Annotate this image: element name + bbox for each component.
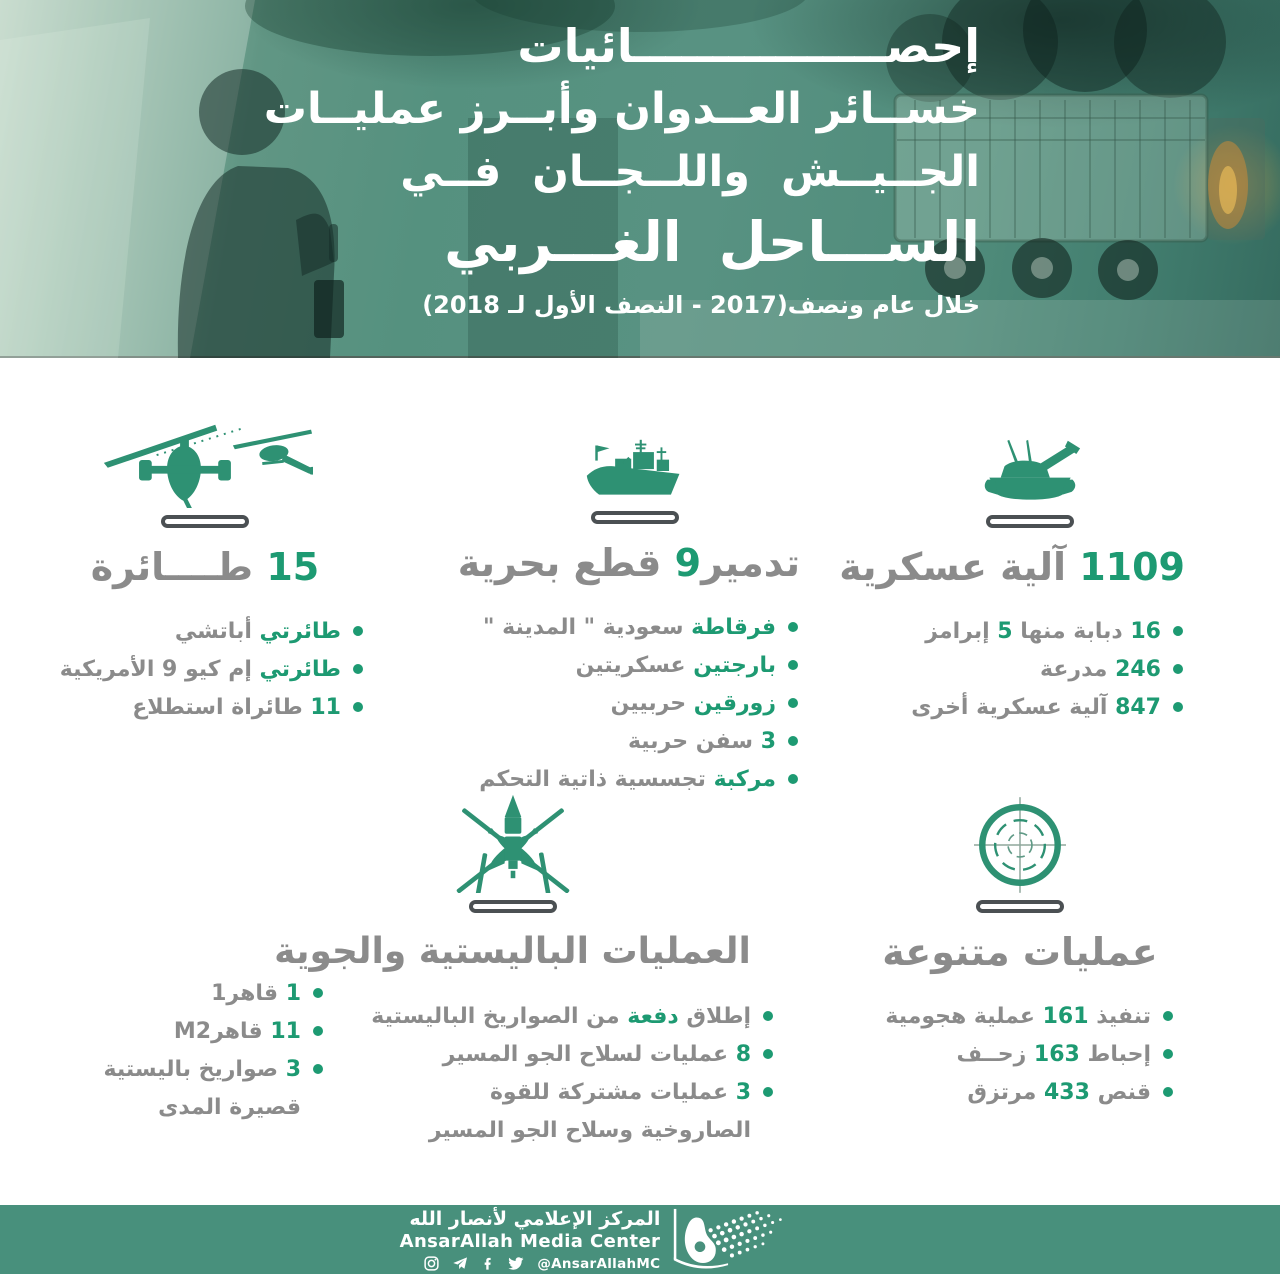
navy-title: تدمير9 قطع بحرية <box>457 541 800 585</box>
list-item: إحباط 163 زحــف <box>865 1036 1175 1074</box>
ballistic-bullet-list <box>250 998 775 1150</box>
list-item: تنفيذ 161 عملية هجومية <box>865 998 1175 1036</box>
list-item: إطلاق دفعة من الصواريخ الباليستية <box>250 998 775 1036</box>
list-item: طائرتي إم كيو 9 الأمريكية <box>45 651 365 689</box>
footer-text-block <box>400 1208 661 1272</box>
aircraft-bullet-list <box>45 613 365 727</box>
icon-base-pill <box>986 515 1074 528</box>
twitter-icon <box>508 1257 524 1271</box>
section-vehicles <box>839 408 1185 727</box>
list-item: 8 عمليات لسلاح الجو المسير <box>250 1036 775 1074</box>
list-item: 1 قاهر1 <box>80 975 325 1013</box>
media-center-logo <box>670 1207 790 1273</box>
header-title-block <box>264 14 980 322</box>
misc-bullet-list <box>865 998 1175 1112</box>
section-aircraft <box>45 408 365 727</box>
ballistic-side-list <box>80 975 325 1127</box>
vehicles-bullet-list <box>875 613 1185 727</box>
list-item: قنص 433 مرتزق <box>865 1074 1175 1112</box>
footer <box>0 1205 1280 1274</box>
list-item: مركبة تجسسية ذاتية التحكم <box>470 761 800 799</box>
list-item: 11 طائراة استطلاع <box>45 689 365 727</box>
list-item: 3 سفن حربية <box>470 723 800 761</box>
instagram-icon <box>424 1256 439 1271</box>
helicopter-icon <box>45 408 365 508</box>
tank-icon <box>875 408 1185 508</box>
misc-title: عمليات متنوعة <box>882 930 1158 974</box>
list-item: 847 آلية عسكرية أخرى <box>875 689 1185 727</box>
footer-inner <box>0 1205 1235 1274</box>
footer-social-row <box>400 1256 661 1272</box>
missile-icon <box>250 793 775 893</box>
list-item: زورقين حربيين <box>470 685 800 723</box>
list-item: 246 مدرعة <box>875 651 1185 689</box>
aircraft-title: 15 طــــائرة <box>90 545 320 589</box>
ship-icon <box>470 404 800 504</box>
footer-english-title: AnsarAllah Media Center <box>399 1230 661 1252</box>
list-item: 3 عمليات مشتركة للقوة الصاروخية وسلاح الجو المسير <box>250 1074 775 1150</box>
section-ballistic <box>250 793 775 1150</box>
target-icon <box>865 793 1175 893</box>
ballistic-title: العمليات الباليستية والجوية <box>274 931 751 972</box>
facebook-icon <box>481 1256 495 1271</box>
list-item: بارجتين عسكريتين <box>470 647 800 685</box>
section-misc <box>865 793 1175 1112</box>
icon-base-pill <box>469 900 557 913</box>
list-item: طائرتي أباتشي <box>45 613 365 651</box>
social-handle: @AnsarAllahMC <box>537 1255 661 1272</box>
header-title-line-2: خســائر العــدوان وأبــرز عمليــات <box>263 84 980 134</box>
list-item: 11 قاهرM2 <box>80 1013 325 1051</box>
list-item: 3 صواريخ باليستية قصيرة المدى <box>80 1051 325 1127</box>
footer-arabic-title: المركز الإعلامي لأنصار الله <box>409 1207 661 1230</box>
icon-base-pill <box>976 900 1064 913</box>
ballistic-side-bullet-list <box>80 975 325 1127</box>
list-item: فرقاطة سعودية " المدينة " <box>470 609 800 647</box>
telegram-icon <box>452 1256 468 1271</box>
header-subtitle: خلال عام ونصف(2017 - النصف الأول لـ 2018) <box>422 291 980 319</box>
vehicles-title: 1109 آلية عسكرية <box>839 545 1185 589</box>
icon-base-pill <box>591 511 679 524</box>
section-navy <box>457 404 800 799</box>
navy-bullet-list <box>470 609 800 799</box>
header-title-line-4: الســـاحل الغـــربي <box>444 210 980 274</box>
header-banner <box>0 0 1280 358</box>
icon-base-pill <box>161 515 249 528</box>
header-title-line-1: إحصــــــــــــــــائيات <box>517 19 980 73</box>
list-item: 16 دبابة منها 5 إبرامز <box>875 613 1185 651</box>
header-title-line-3: الجــيــش واللــجــان فــي <box>400 147 980 197</box>
